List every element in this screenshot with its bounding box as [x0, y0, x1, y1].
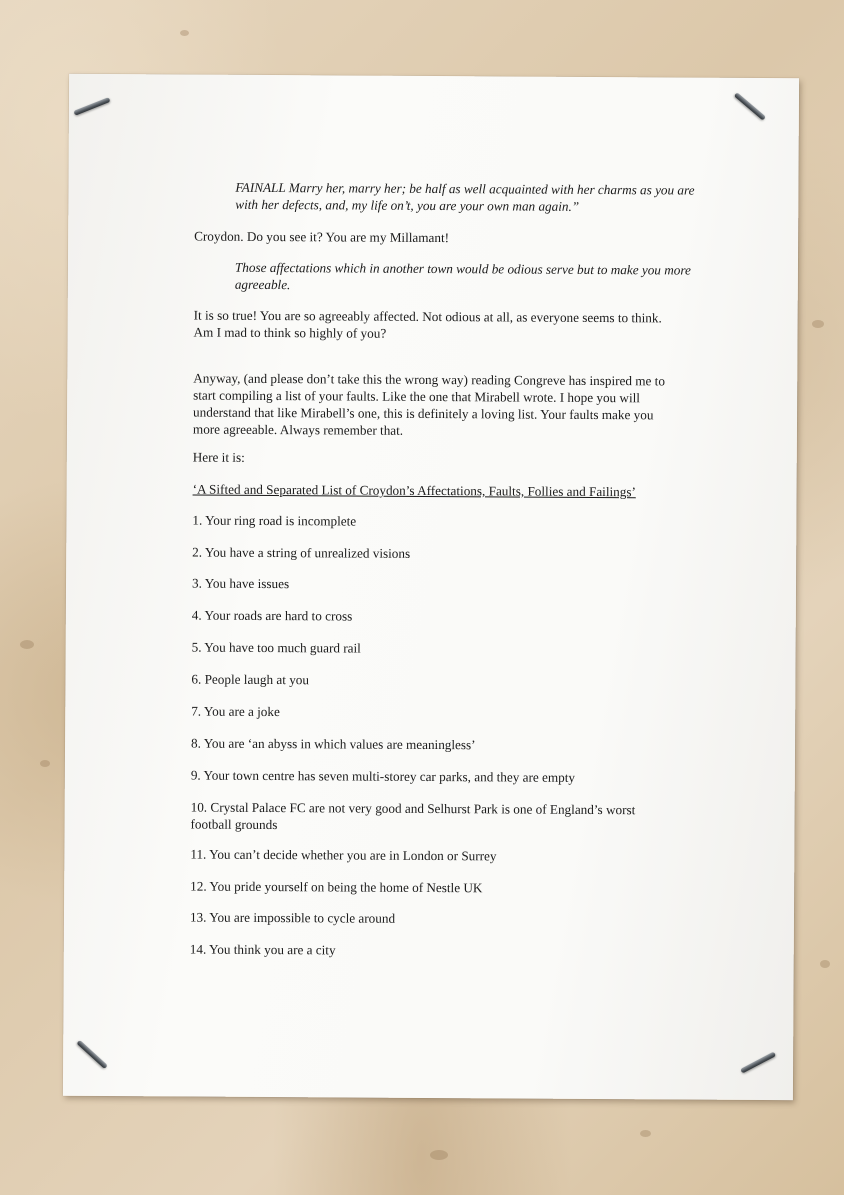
wall-speck [812, 320, 824, 328]
wall-speck [40, 760, 50, 767]
paragraph-agreeably [194, 307, 674, 344]
list-item: 9. Your town centre has seven multi-storey car parks, and they are empty [190, 767, 576, 785]
quote-fainall: FAINALL Marry her, marry her; be half as well acquainted with her charms as you are with her defects, and, my life on’t, you are your own man again.” [235, 179, 695, 214]
list-item: 1. Your ring road is incomplete [192, 512, 357, 529]
wall-speck [20, 640, 34, 649]
document-body [189, 75, 695, 958]
here-it-is: Here it is: [192, 449, 245, 465]
pushpin-top-right [734, 92, 766, 120]
pushpin-bottom-left [76, 1040, 107, 1069]
list-item: 3. You have issues [191, 575, 290, 592]
list-item: 10. Crystal Palace FC are not very good and Selhurst Park is one of England’s worst football grounds [190, 799, 636, 833]
wall-speck [820, 960, 830, 968]
croydon-line: Croydon. Do you see it? You are my Millamant! [194, 228, 450, 246]
list-item: 5. You have too much guard rail [191, 639, 361, 656]
list-title: ‘A Sifted and Separated List of Croydon’s Affectations, Faults, Follies and Failings’ [192, 481, 636, 500]
list-item: 14. You think you are a city [189, 941, 336, 958]
list-item: 6. People laugh at you [191, 671, 310, 688]
list-item: 7. You are a joke [191, 703, 280, 720]
pushpin-bottom-right [740, 1051, 776, 1073]
list-item: 4. Your roads are hard to cross [191, 607, 353, 624]
list-item: 13. You are impossible to cycle around [189, 909, 396, 926]
wall-speck [430, 1150, 448, 1160]
list-item: 12. You pride yourself on being the home of Nestle UK [190, 878, 483, 896]
wall-speck [180, 30, 189, 36]
paragraph-agreeably-text: It is so true! You are so agreeably affected. Not odious at all, as everyone seems to think. [193, 307, 662, 326]
wall-speck [640, 1130, 651, 1137]
list-item: 8. You are ‘an abyss in which values are meaningless’ [190, 735, 476, 753]
paragraph-mad: Am I mad to think so highly of you? [193, 324, 387, 341]
quote-affectations: Those affectations which in another town would be odious serve but to make you more agreeable. [234, 259, 691, 293]
paper-sheet [63, 74, 799, 1100]
list-item: 11. You can’t decide whether you are in London or Surrey [190, 846, 497, 864]
paragraph-congreve: Anyway, (and please don’t take this the wrong way) reading Congreve has inspired me to start compiling a list of your faults. Like the one that Mirabell wrote. I hope you will understand that like Mirabell’s one, this is definitely a loving list. Your faults make you more agreeable. Always remember that. [192, 370, 666, 438]
list-item: 2. You have a string of unrealized visions [192, 544, 411, 561]
pushpin-top-left [73, 97, 110, 116]
